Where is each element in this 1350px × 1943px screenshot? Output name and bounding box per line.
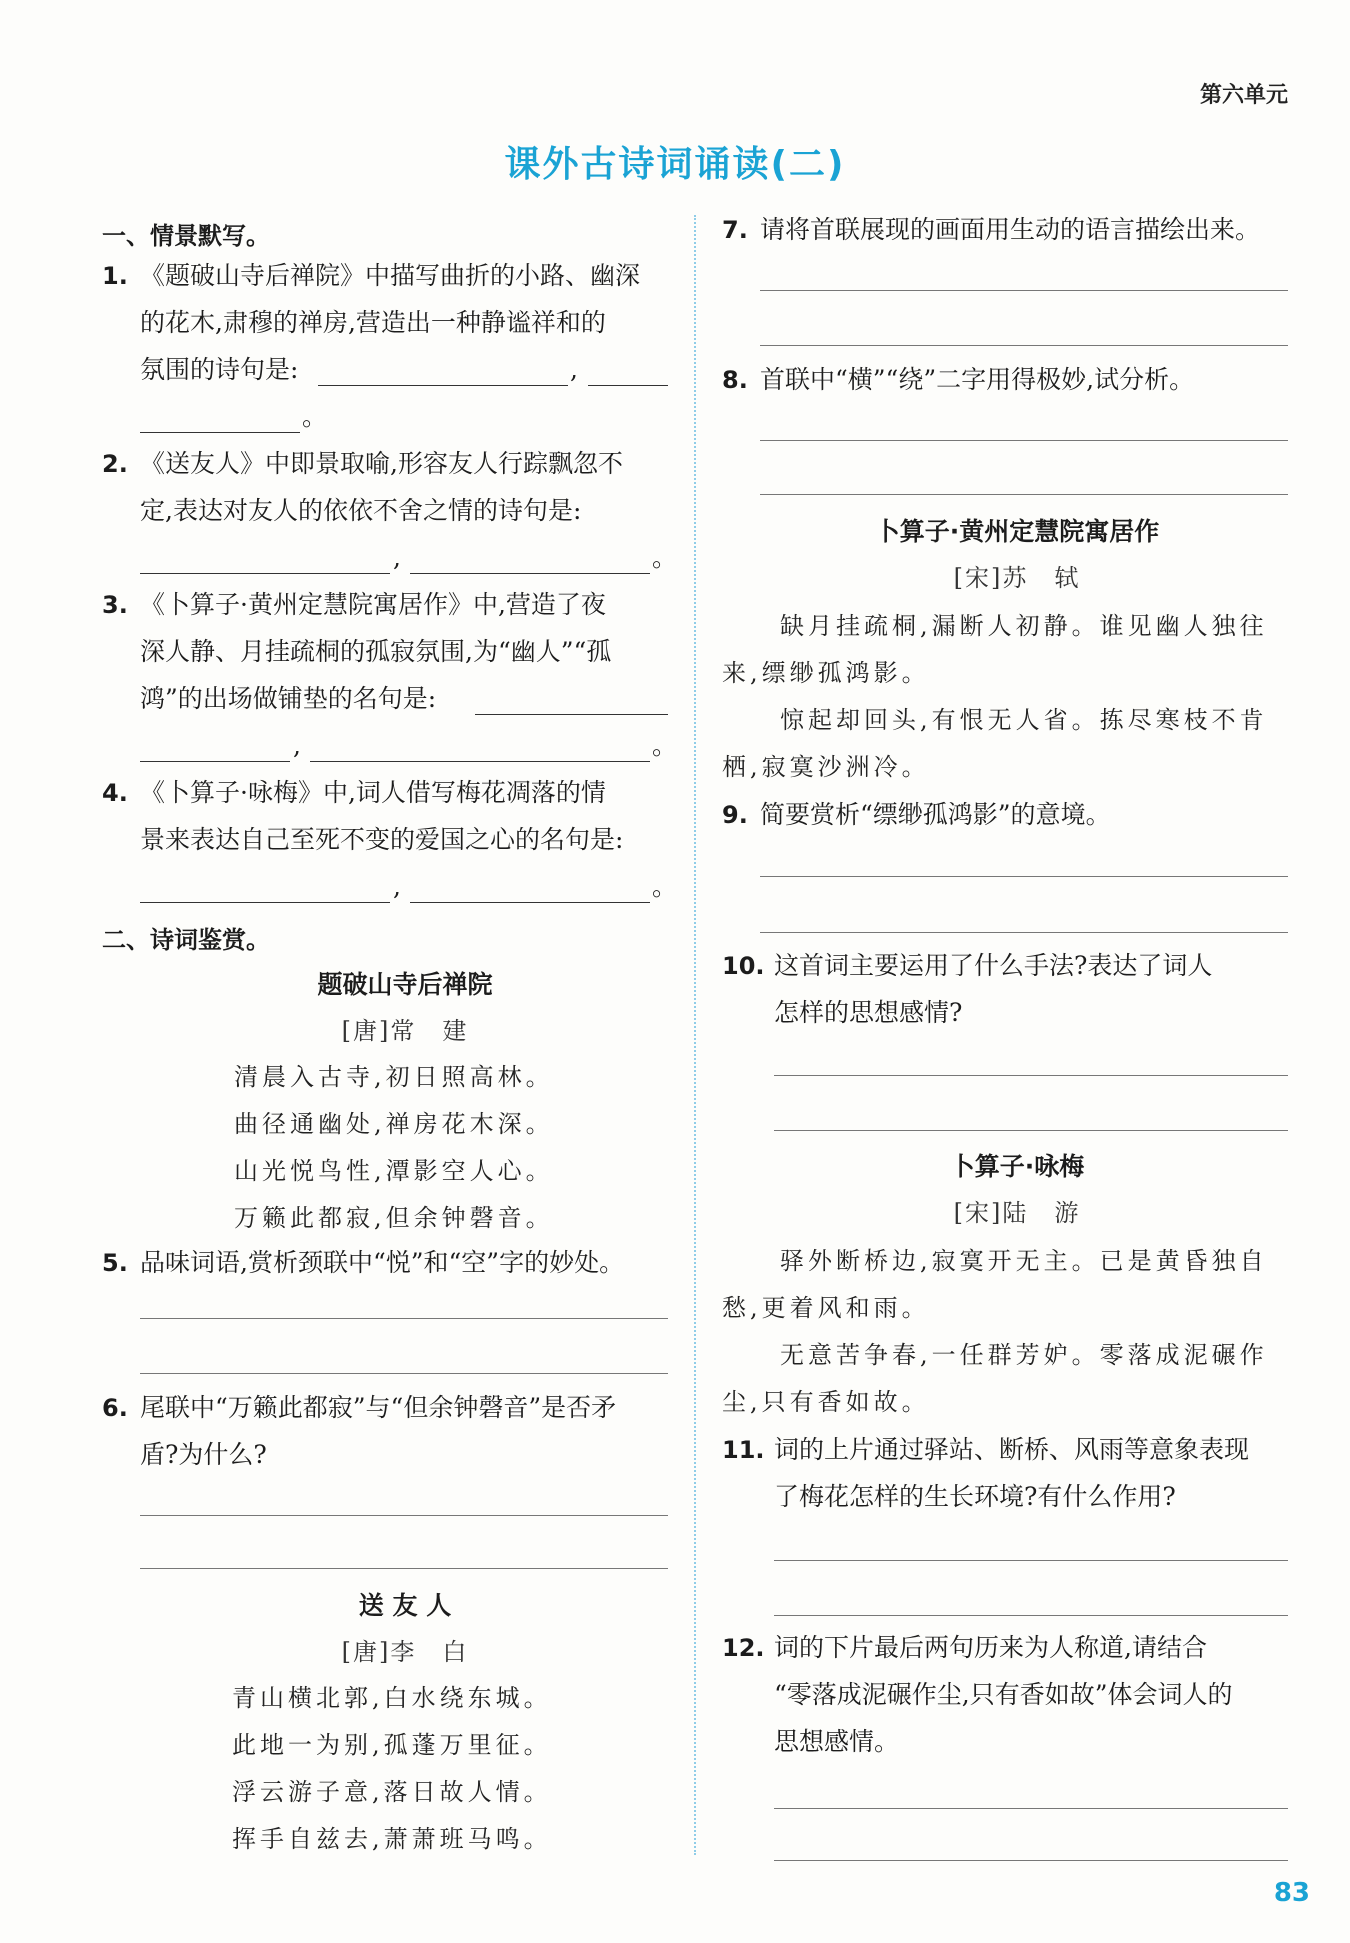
question-8-line-1: 首联中“横”“绕”二字用得极妙,试分析。 <box>760 365 1195 394</box>
poem-title: 题破山寺后禅院 <box>317 970 493 999</box>
question-3 <box>102 582 128 628</box>
page-number: 83 <box>1273 1878 1310 1908</box>
question-number: 9. <box>722 801 748 829</box>
answer-line[interactable] <box>774 1130 1288 1131</box>
separator: , <box>570 355 578 384</box>
column-divider <box>694 215 696 1855</box>
question-3-line-2: 深人静、月挂疏桐的孤寂氛围,为“幽人”“孤 <box>140 637 612 666</box>
poem-author: [唐]常 建 <box>341 1017 469 1045</box>
question-11-line-2: 了梅花怎样的生长环境?有什么作用? <box>774 1482 1176 1511</box>
separator: , <box>293 731 301 760</box>
question-number: 8. <box>722 366 748 394</box>
poem-line: 清晨入古寺,初日照高林。 <box>234 1063 554 1091</box>
poem-line: 此地一为别,孤蓬万里征。 <box>232 1731 552 1759</box>
question-4-line-2: 景来表达自己至死不变的爱国之心的名句是: <box>140 825 624 854</box>
fill-blank[interactable] <box>475 714 668 715</box>
question-12 <box>722 1625 765 1671</box>
answer-line[interactable] <box>760 440 1288 441</box>
question-10-line-1: 这首词主要运用了什么手法?表达了词人 <box>774 951 1213 980</box>
question-1-line-1: 《题破山寺后禅院》中描写曲折的小路、幽深 <box>140 261 641 290</box>
answer-line[interactable] <box>760 876 1288 877</box>
poem-line: 驿外断桥边,寂寞开无主。已是黄昏独自 <box>780 1247 1268 1275</box>
poem-line: 愁,更着风和雨。 <box>722 1294 930 1322</box>
question-3-line-1: 《卜算子·黄州定慧院寓居作》中,营造了夜 <box>140 590 606 619</box>
question-7 <box>722 207 748 253</box>
question-11 <box>722 1427 765 1473</box>
poem-line: 栖,寂寞沙洲冷。 <box>722 753 930 781</box>
answer-line[interactable] <box>760 290 1288 291</box>
question-8 <box>722 357 748 403</box>
fill-blank[interactable] <box>140 761 290 762</box>
fill-blank[interactable] <box>588 385 668 386</box>
separator: , <box>393 543 401 572</box>
poem-line: 万籁此都寂,但余钟磬音。 <box>234 1204 554 1232</box>
separator: , <box>393 872 401 901</box>
section-heading-2: 二、诗词鉴赏。 <box>102 926 270 954</box>
fill-blank[interactable] <box>410 573 650 574</box>
answer-line[interactable] <box>774 1075 1288 1076</box>
question-number: 7. <box>722 216 748 244</box>
question-number: 5. <box>102 1249 128 1277</box>
poem-line: 惊起却回头,有恨无人省。拣尽寒枝不肯 <box>780 706 1268 734</box>
fill-blank[interactable] <box>310 761 650 762</box>
question-10-line-2: 怎样的思想感情? <box>774 998 963 1027</box>
section-heading-1: 一、情景默写。 <box>102 222 270 250</box>
fill-blank[interactable] <box>318 385 568 386</box>
poem-line: 来,缥缈孤鸿影。 <box>722 659 930 687</box>
end-mark: 。 <box>652 872 678 901</box>
question-5-line-1: 品味词语,赏析颈联中“悦”和“空”字的妙处。 <box>140 1248 625 1277</box>
question-12-line-1: 词的下片最后两句历来为人称道,请结合 <box>774 1633 1207 1662</box>
question-number: 6. <box>102 1394 128 1422</box>
answer-line[interactable] <box>140 1318 668 1319</box>
poem-title: 送 友 人 <box>358 1591 452 1620</box>
question-6-line-1: 尾联中“万籁此都寂”与“但余钟磬音”是否矛 <box>140 1393 617 1422</box>
question-11-line-1: 词的上片通过驿站、断桥、风雨等意象表现 <box>774 1435 1250 1464</box>
poem-line: 无意苦争春,一任群芳妒。零落成泥碾作 <box>780 1341 1268 1369</box>
question-number: 3. <box>102 591 128 619</box>
question-number: 1. <box>102 262 128 290</box>
poem-line: 挥手自兹去,萧萧班马鸣。 <box>232 1825 552 1853</box>
end-mark: 。 <box>302 402 328 431</box>
fill-blank[interactable] <box>140 573 390 574</box>
poem-line: 尘,只有香如故。 <box>722 1388 930 1416</box>
question-3-line-3: 鸿”的出场做铺垫的名句是: <box>140 684 437 713</box>
end-mark: 。 <box>652 731 678 760</box>
question-2-line-2: 定,表达对友人的依依不舍之情的诗句是: <box>140 496 582 525</box>
poem-author: [宋]陆 游 <box>953 1199 1081 1227</box>
question-12-line-3: 思想感情。 <box>774 1727 900 1756</box>
question-number: 12. <box>722 1634 765 1662</box>
question-6-line-2: 盾?为什么? <box>140 1440 267 1469</box>
question-number: 10. <box>722 952 765 980</box>
answer-line[interactable] <box>140 1515 668 1516</box>
poem-line: 山光悦鸟性,潭影空人心。 <box>234 1157 554 1185</box>
answer-line[interactable] <box>140 1373 668 1374</box>
page-title: 课外古诗词诵读(二) <box>504 144 846 185</box>
question-10 <box>722 943 765 989</box>
question-4 <box>102 770 128 816</box>
poem-title: 卜算子·咏梅 <box>949 1152 1085 1181</box>
question-1 <box>102 253 128 299</box>
poem-author: [宋]苏 轼 <box>953 564 1081 592</box>
poem-line: 曲径通幽处,禅房花木深。 <box>234 1110 554 1138</box>
poem-author: [唐]李 白 <box>341 1638 469 1666</box>
question-2 <box>102 441 128 487</box>
answer-line[interactable] <box>774 1808 1288 1809</box>
question-number: 2. <box>102 450 128 478</box>
question-1-line-2: 的花木,肃穆的禅房,营造出一种静谧祥和的 <box>140 308 606 337</box>
question-5 <box>102 1240 128 1286</box>
answer-line[interactable] <box>140 1568 668 1569</box>
question-number: 4. <box>102 779 128 807</box>
fill-blank[interactable] <box>140 902 390 903</box>
question-9 <box>722 792 748 838</box>
fill-blank[interactable] <box>410 902 650 903</box>
poem-title: 卜算子·黄州定慧院寓居作 <box>874 517 1160 546</box>
answer-line[interactable] <box>774 1560 1288 1561</box>
poem-line: 青山横北郭,白水绕东城。 <box>232 1684 552 1712</box>
question-9-line-1: 简要赏析“缥缈孤鸿影”的意境。 <box>760 800 1111 829</box>
poem-line: 浮云游子意,落日故人情。 <box>232 1778 552 1806</box>
end-mark: 。 <box>652 543 678 572</box>
question-2-line-1: 《送友人》中即景取喻,形容友人行踪飘忽不 <box>140 449 623 478</box>
answer-line[interactable] <box>774 1860 1288 1861</box>
answer-line[interactable] <box>760 345 1288 346</box>
poem-line: 缺月挂疏桐,漏断人初静。谁见幽人独往 <box>780 612 1268 640</box>
question-6 <box>102 1385 128 1431</box>
fill-blank[interactable] <box>140 432 300 433</box>
question-7-line-1: 请将首联展现的画面用生动的语言描绘出来。 <box>760 215 1261 244</box>
answer-line[interactable] <box>760 494 1288 495</box>
question-number: 11. <box>722 1436 765 1464</box>
answer-line[interactable] <box>774 1615 1288 1616</box>
answer-line[interactable] <box>760 932 1288 933</box>
question-12-line-2: “零落成泥碾作尘,只有香如故”体会词人的 <box>774 1680 1233 1709</box>
question-1-line-3: 氛围的诗句是: <box>140 355 299 384</box>
question-4-line-1: 《卜算子·咏梅》中,词人借写梅花凋落的情 <box>140 778 606 807</box>
unit-label: 第六单元 <box>1199 83 1288 108</box>
